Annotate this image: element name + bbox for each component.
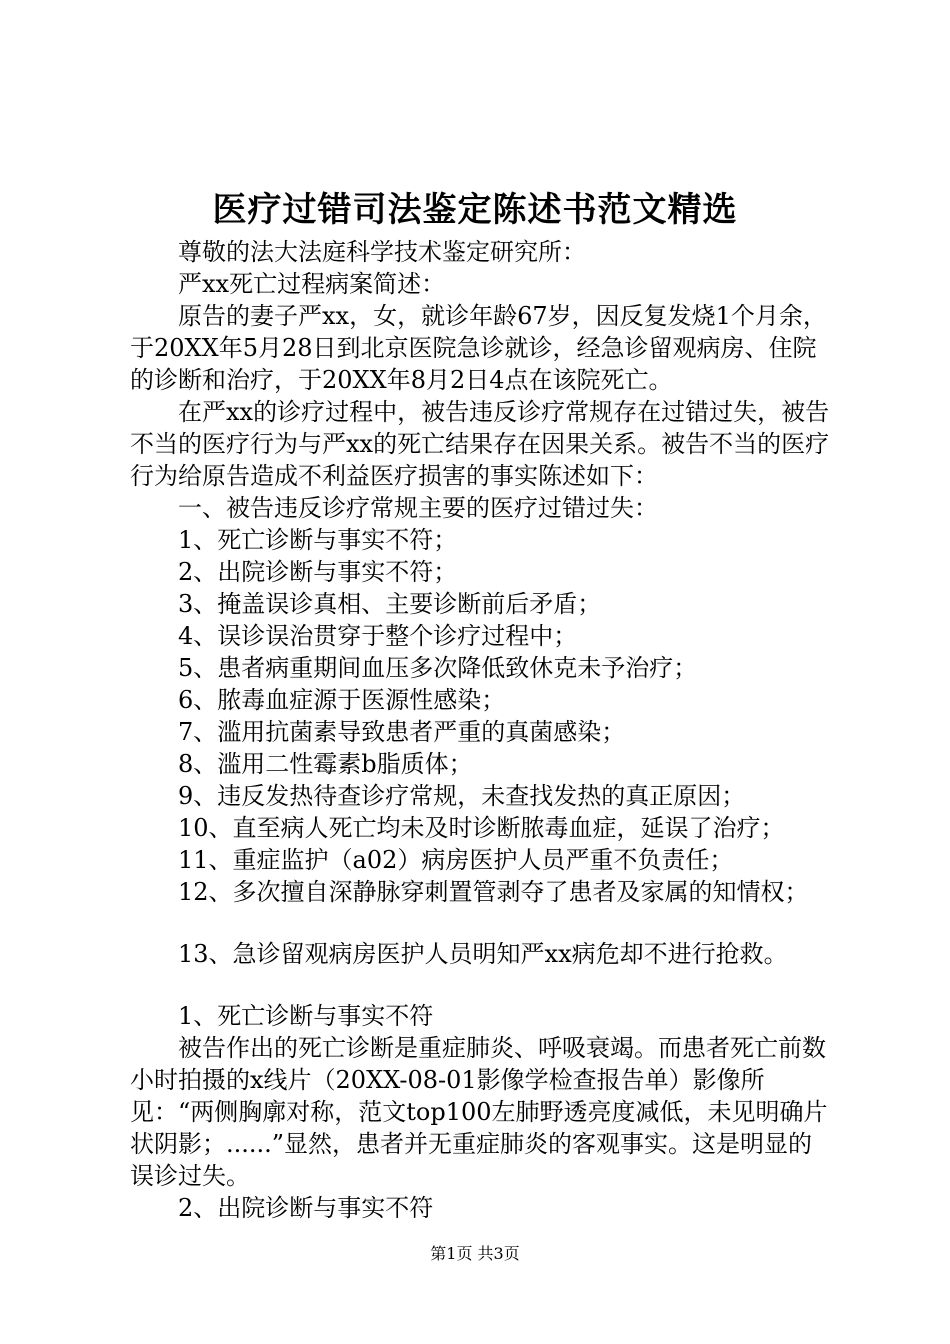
- paragraph-allegation: 在严xx的诊疗过程中，被告违反诊疗常规存在过错过失，被告不当的医疗行为与严xx的死亡结果存在因果关系。被告不当的医疗行为给原告造成不利益医疗损害的事实陈述如下：: [130, 398, 830, 490]
- paragraph-death-diagnosis: 被告作出的死亡诊断是重症肺炎、呼吸衰竭。而患者死亡前数小时拍摄的x线片（20XX-08-01影像学检查报告单）影像所见：“两侧胸廓对称，范文top100左肺野透亮度减低，未见明确片状阴影；......”显然，患者并无重症肺炎的客观事实。这是明显的误诊过失。: [130, 1034, 828, 1190]
- fault-item-4: 4、误诊误治贯穿于整个诊疗过程中；: [178, 622, 578, 650]
- fault-item-1: 1、死亡诊断与事实不符；: [178, 526, 458, 554]
- fault-item-10: 10、直至病人死亡均未及时诊断脓毒血症，延误了治疗；: [178, 814, 785, 842]
- document-body: [130, 236, 830, 1224]
- case-summary-heading: 严xx死亡过程病案简述：: [178, 270, 446, 298]
- document-title: 医疗过错司法鉴定陈述书范文精选: [212, 190, 738, 230]
- page-footer: 第1页 共3页: [430, 1244, 520, 1263]
- fault-item-3: 3、掩盖误诊真相、主要诊断前后矛盾；: [178, 590, 602, 618]
- fault-item-7: 7、滥用抗菌素导致患者严重的真菌感染；: [178, 718, 626, 746]
- fault-item-13: 13、急诊留观病房医护人员明知严xx病危却不进行抢救。: [178, 940, 788, 968]
- salutation: 尊敬的法大法庭科学技术鉴定研究所：: [178, 238, 586, 266]
- fault-item-6: 6、脓毒血症源于医源性感染；: [178, 686, 506, 714]
- fault-item-11: 11、重症监护（a02）病房医护人员严重不负责任；: [178, 846, 734, 874]
- fault-item-8: 8、滥用二性霉素b脂质体；: [178, 750, 473, 778]
- fault-item-12: 12、多次擅自深静脉穿刺置管剥夺了患者及家属的知情权；: [178, 878, 809, 906]
- fault-item-9: 9、违反发热待查诊疗常规，未查找发热的真正原因；: [178, 782, 746, 810]
- fault-item-2: 2、出院诊断与事实不符；: [178, 558, 458, 586]
- section-heading-faults: 一、被告违反诊疗常规主要的医疗过错过失：: [178, 494, 658, 522]
- subsection-heading-2: 2、出院诊断与事实不符: [178, 1194, 434, 1222]
- subsection-heading-1: 1、死亡诊断与事实不符: [178, 1002, 434, 1030]
- fault-item-5: 5、患者病重期间血压多次降低致休克未予治疗；: [178, 654, 698, 682]
- paragraph-background: 原告的妻子严xx，女，就诊年龄67岁，因反复发烧1个月余，于20XX年5月28日到北京医院急诊就诊，经急诊留观病房、住院的诊断和治疗，于20XX年8月2日4点在该院死亡。: [130, 302, 827, 394]
